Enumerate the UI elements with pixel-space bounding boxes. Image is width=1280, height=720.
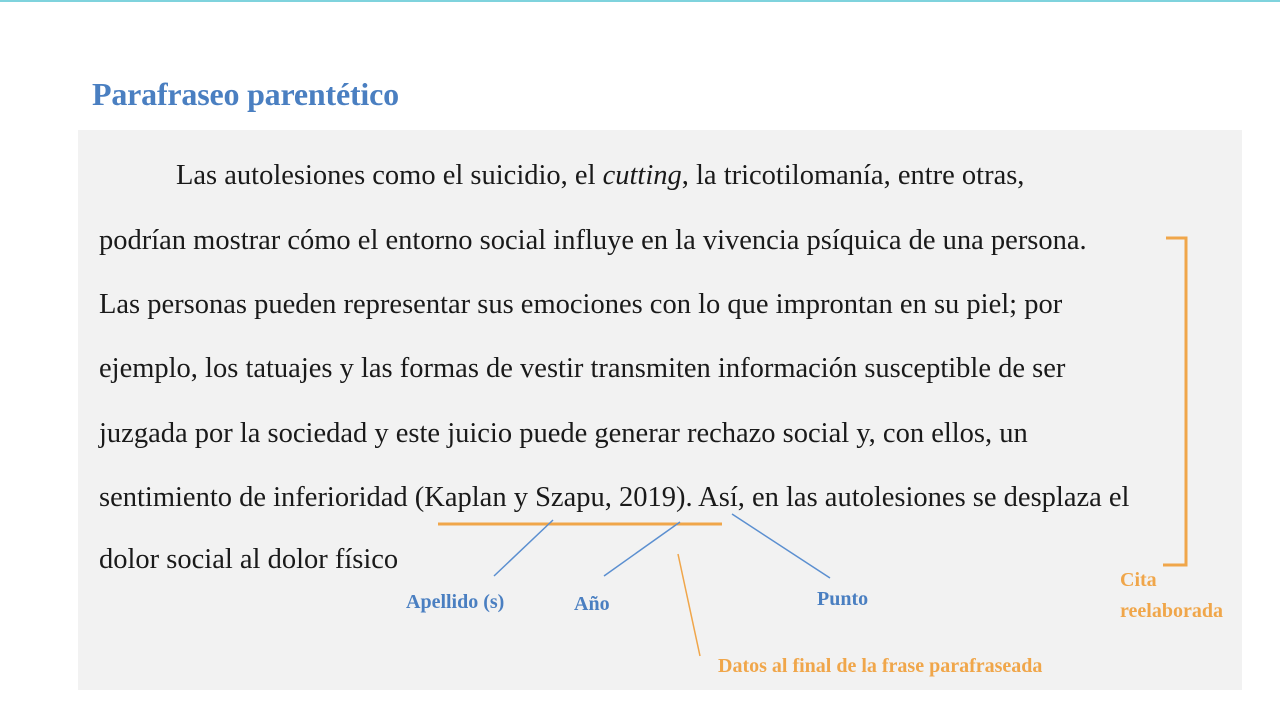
paragraph-line-1-end: , la tricotilomanía, entre otras,	[681, 160, 1025, 191]
label-punto: Punto	[817, 588, 869, 610]
label-apellido: Apellido (s)	[406, 591, 505, 613]
paragraph-line-4: ejemplo, los tatuajes y las formas de vestir transmiten información susceptible de ser	[99, 353, 1066, 384]
punto-pointer-line	[732, 514, 830, 578]
datos-pointer-line	[678, 554, 700, 656]
label-anio: Año	[574, 593, 610, 615]
paragraph-line-1-start: Las autolesiones como el suicidio, el	[176, 160, 603, 191]
apellido-pointer-line	[494, 520, 553, 576]
cita-bracket	[1163, 238, 1186, 565]
page-title: Parafraseo parentético	[92, 76, 399, 112]
paragraph-line-6: sentimiento de inferioridad (Kaplan y Szapu, 2019). Así, en las autolesiones se desplaza el	[99, 482, 1130, 513]
paragraph-line-3: Las personas pueden representar sus emociones con lo que improntan en su piel; por	[99, 289, 1063, 320]
label-datos: Datos al final de la frase parafraseada	[718, 655, 1043, 677]
paragraph-line-7: dolor social al dolor físico	[99, 544, 399, 575]
label-cita-line-2: reelaborada	[1120, 600, 1223, 622]
paragraph-italic-term: cutting	[602, 160, 682, 191]
paragraph-line-5: juzgada por la sociedad y este juicio puede generar rechazo social y, con ellos, un	[99, 418, 1028, 449]
label-cita-line-1: Cita	[1120, 569, 1157, 591]
anio-pointer-line	[604, 522, 680, 576]
paragraph-line-2: podrían mostrar cómo el entorno social influye en la vivencia psíquica de una persona.	[99, 225, 1087, 256]
